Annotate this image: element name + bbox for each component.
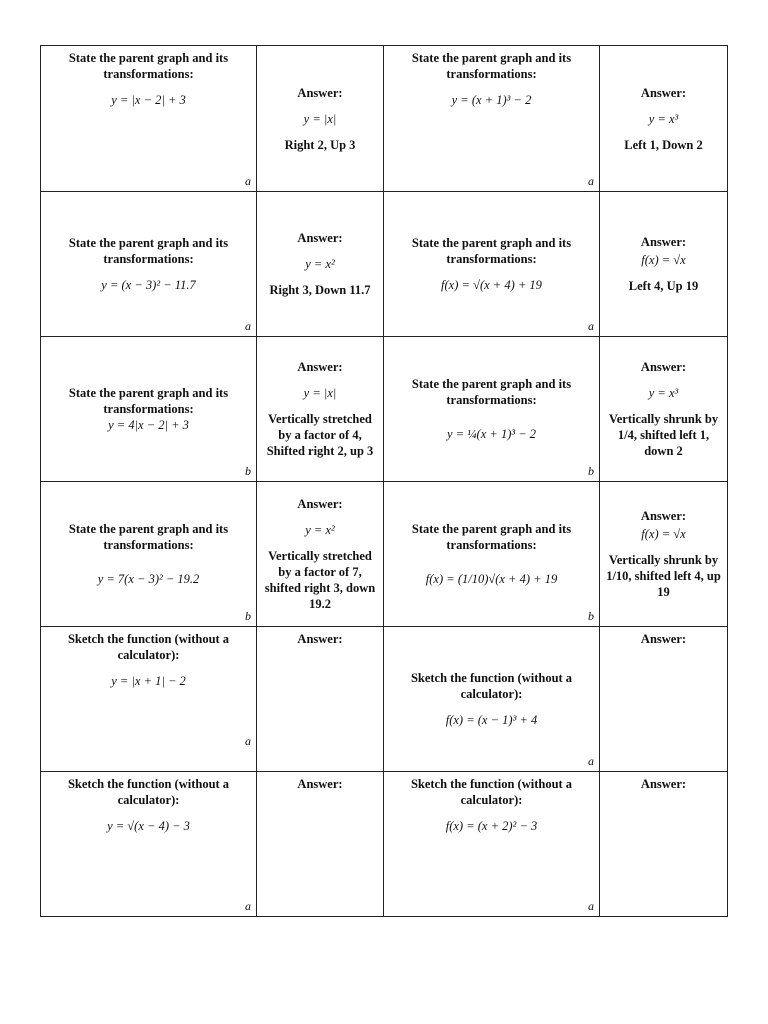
question-text: State the parent graph and its transformations: <box>68 522 229 552</box>
question-cell <box>384 192 600 337</box>
question-cell <box>41 337 257 482</box>
answer-parent: y = x² <box>305 257 335 271</box>
answer-heading: Answer: <box>640 509 687 523</box>
expression: y = 4|x − 2| + 3 <box>108 418 189 432</box>
level-label: a <box>588 319 594 333</box>
card-row <box>41 46 728 192</box>
question-text: State the parent graph and its transformations: <box>68 386 229 416</box>
answer-cell <box>600 482 728 627</box>
answer-transformations: Vertically shrunk by 1/10, shifted left 4, up 19 <box>606 553 721 599</box>
answer-transformations: Right 2, Up 3 <box>284 137 356 152</box>
answer-heading: Answer: <box>640 235 687 249</box>
answer-cell <box>257 337 384 482</box>
answer-heading: Answer: <box>297 85 343 100</box>
answer-cell <box>257 46 384 192</box>
answer-cell <box>600 627 728 772</box>
question-cell <box>384 772 600 917</box>
question-cell <box>384 627 600 772</box>
question-cell <box>41 627 257 772</box>
answer-transformations: Vertically stretched by a factor of 7, shifted right 3, down 19.2 <box>264 549 376 611</box>
question-text: State the parent graph and its transformations: <box>411 522 572 552</box>
answer-transformations: Left 1, Down 2 <box>624 137 703 152</box>
flashcard-grid <box>40 45 728 917</box>
answer-cell <box>600 46 728 192</box>
expression: f(x) = (x + 2)² − 3 <box>445 819 538 833</box>
expression: y = |x − 2| + 3 <box>111 93 186 107</box>
expression: y = (x − 3)² − 11.7 <box>101 278 196 292</box>
question-cell <box>41 482 257 627</box>
answer-heading: Answer: <box>640 777 687 791</box>
level-label: b <box>245 609 251 623</box>
answer-parent: y = x³ <box>648 386 679 400</box>
level-label: a <box>588 174 594 188</box>
expression: y = (x + 1)³ − 2 <box>451 93 532 107</box>
question-text: State the parent graph and its transformations: <box>68 236 229 266</box>
answer-heading: Answer: <box>640 85 687 100</box>
level-label: b <box>245 464 251 478</box>
question-text: State the parent graph and its transformations: <box>411 377 572 407</box>
card-row <box>41 482 728 627</box>
question-cell <box>384 46 600 192</box>
question-cell <box>41 772 257 917</box>
card-row <box>41 627 728 772</box>
expression: y = √(x − 4) − 3 <box>107 819 190 833</box>
question-cell <box>384 482 600 627</box>
answer-heading: Answer: <box>297 632 343 646</box>
question-text: State the parent graph and its transformations: <box>411 236 572 266</box>
question-text: Sketch the function (without a calculator): <box>410 777 573 807</box>
answer-transformations: Right 3, Down 11.7 <box>269 283 371 297</box>
answer-heading: Answer: <box>640 360 687 374</box>
expression: f(x) = (x − 1)³ + 4 <box>445 713 538 727</box>
answer-transformations: Vertically stretched by a factor of 4, Shifted right 2, up 3 <box>266 412 374 458</box>
answer-cell <box>257 482 384 627</box>
expression: f(x) = (1/10)√(x + 4) + 19 <box>425 572 558 586</box>
answer-transformations: Vertically shrunk by 1/4, shifted left 1, down 2 <box>608 412 719 458</box>
question-text: State the parent graph and its transformations: <box>411 51 572 81</box>
answer-cell <box>600 772 728 917</box>
answer-parent: y = |x| <box>303 111 337 126</box>
level-label: b <box>588 609 594 623</box>
answer-transformations: Left 4, Up 19 <box>628 279 699 293</box>
answer-heading: Answer: <box>297 777 343 791</box>
answer-heading: Answer: <box>297 497 343 511</box>
level-label: a <box>245 174 251 188</box>
expression: y = 7(x − 3)² − 19.2 <box>97 572 200 586</box>
answer-heading: Answer: <box>297 231 343 245</box>
card-row <box>41 192 728 337</box>
level-label: a <box>245 319 251 333</box>
answer-cell <box>600 192 728 337</box>
level-label: a <box>588 754 594 768</box>
question-text: Sketch the function (without a calculator): <box>67 632 230 662</box>
level-label: a <box>245 734 251 748</box>
question-cell <box>41 46 257 192</box>
expression: y = ¼(x + 1)³ − 2 <box>446 427 537 441</box>
answer-cell <box>257 772 384 917</box>
answer-cell <box>600 337 728 482</box>
answer-parent: y = x² <box>305 523 335 537</box>
card-row <box>41 772 728 917</box>
question-cell <box>384 337 600 482</box>
answer-cell <box>257 192 384 337</box>
expression: y = |x + 1| − 2 <box>111 674 186 688</box>
question-text: Sketch the function (without a calculator): <box>410 671 573 701</box>
answer-heading: Answer: <box>297 360 343 374</box>
question-text: Sketch the function (without a calculator): <box>67 777 230 807</box>
answer-parent: f(x) = √x <box>641 527 686 541</box>
expression: f(x) = √(x + 4) + 19 <box>441 278 542 292</box>
level-label: a <box>588 899 594 913</box>
question-text: State the parent graph and its transformations: <box>68 51 229 81</box>
answer-heading: Answer: <box>640 632 687 646</box>
level-label: a <box>245 899 251 913</box>
card-row <box>41 337 728 482</box>
answer-parent: y = x³ <box>648 111 679 126</box>
answer-parent: f(x) = √x <box>641 253 686 267</box>
question-cell <box>41 192 257 337</box>
answer-cell <box>257 627 384 772</box>
level-label: b <box>588 464 594 478</box>
answer-parent: y = |x| <box>303 386 337 400</box>
